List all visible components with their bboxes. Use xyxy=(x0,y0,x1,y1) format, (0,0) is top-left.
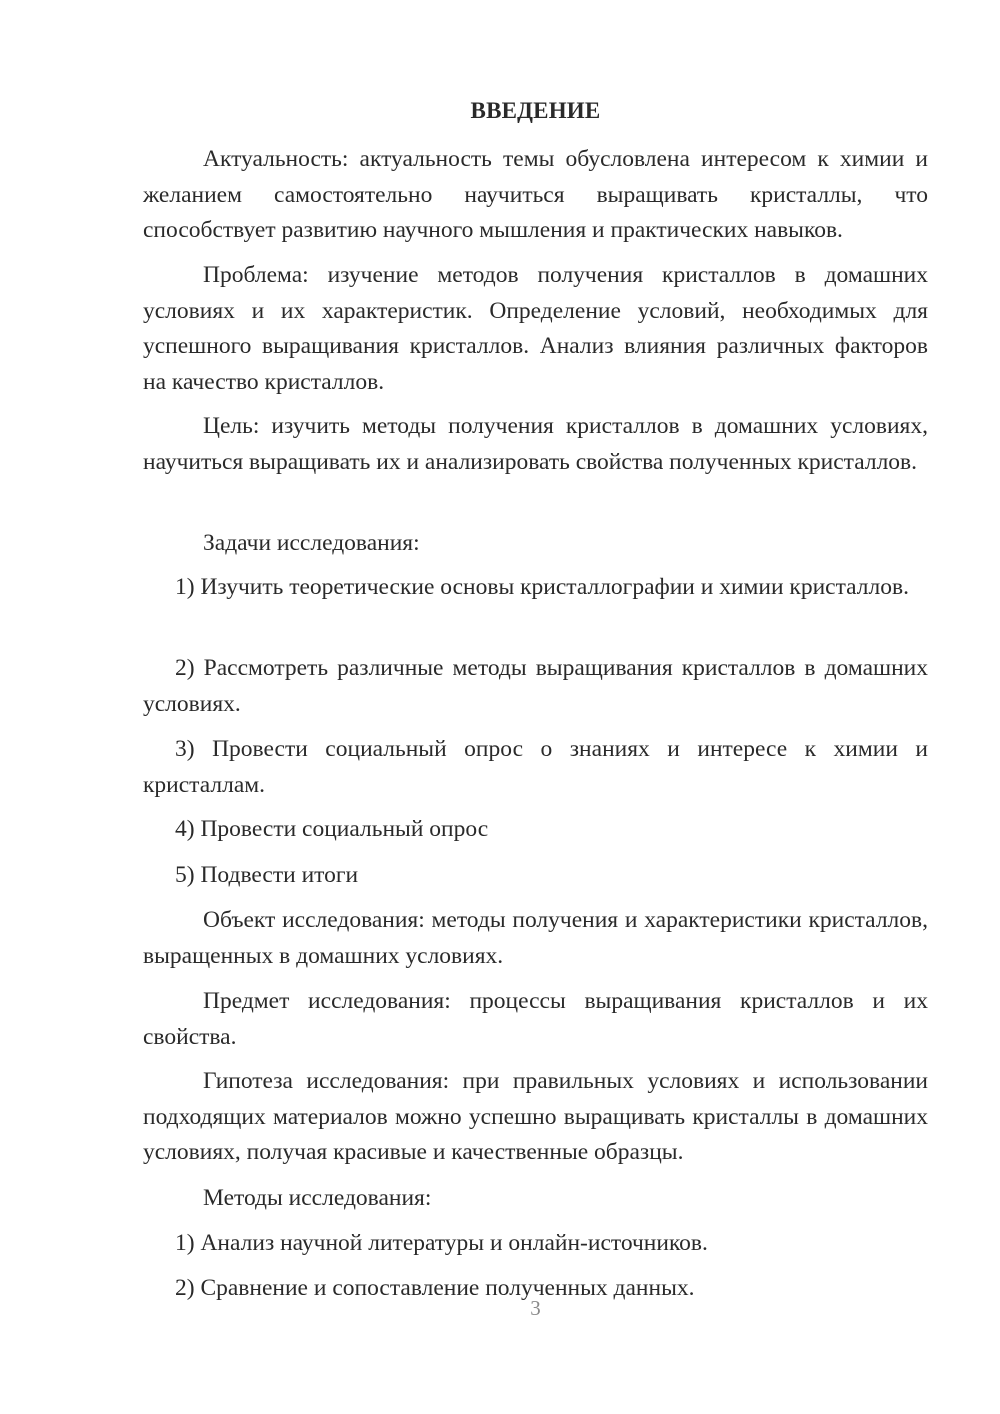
paragraph-relevance: Актуальность: актуальность темы обусловлена интересом к химии и желанием самостоятельно научиться выращивать кристаллы, что способствует развитию научного мышления и практических навыков. xyxy=(143,146,928,243)
paragraph-subject: Предмет исследования: процессы выращивания кристаллов и их свойства. xyxy=(143,988,928,1050)
paragraph-problem: Проблема: изучение методов получения кристаллов в домашних условиях и их характеристик. Определение условий, необходимых для успешного выращивания кристаллов. Анализ влияния различных факторов на качество кристаллов. xyxy=(143,262,928,395)
task-item-3: 3) Провести социальный опрос о знаниях и интересе к химии и кристаллам. xyxy=(143,736,928,798)
paragraph-object: Объект исследования: методы получения и характеристики кристаллов, выращенных в домашних условиях. xyxy=(143,907,928,969)
methods-title: Методы исследования: xyxy=(203,1185,432,1211)
task-item-1: 1) Изучить теоретические основы кристаллографии и химии кристаллов. xyxy=(175,574,909,600)
paragraph-hypothesis: Гипотеза исследования: при правильных условиях и использовании подходящих материалов можно успешно выращивать кристаллы в домашних условиях, получая красивые и качественные образцы. xyxy=(143,1068,928,1165)
method-item-1: 1) Анализ научной литературы и онлайн-источников. xyxy=(175,1230,708,1256)
tasks-title: Задачи исследования: xyxy=(203,530,420,556)
task-item-2: 2) Рассмотреть различные методы выращивания кристаллов в домашних условиях. xyxy=(143,655,928,717)
paragraph-goal: Цель: изучить методы получения кристаллов в домашних условиях, научиться выращивать их и анализировать свойства полученных кристаллов. xyxy=(143,413,928,475)
method-item-2: 2) Сравнение и сопоставление полученных данных. xyxy=(175,1275,695,1301)
task-item-5: 5) Подвести итоги xyxy=(175,862,359,888)
task-item-4: 4) Провести социальный опрос xyxy=(175,816,489,842)
page-number: 3 xyxy=(530,1296,541,1320)
document-page xyxy=(143,0,928,1414)
section-heading: ВВЕДЕНИЕ xyxy=(470,98,601,123)
